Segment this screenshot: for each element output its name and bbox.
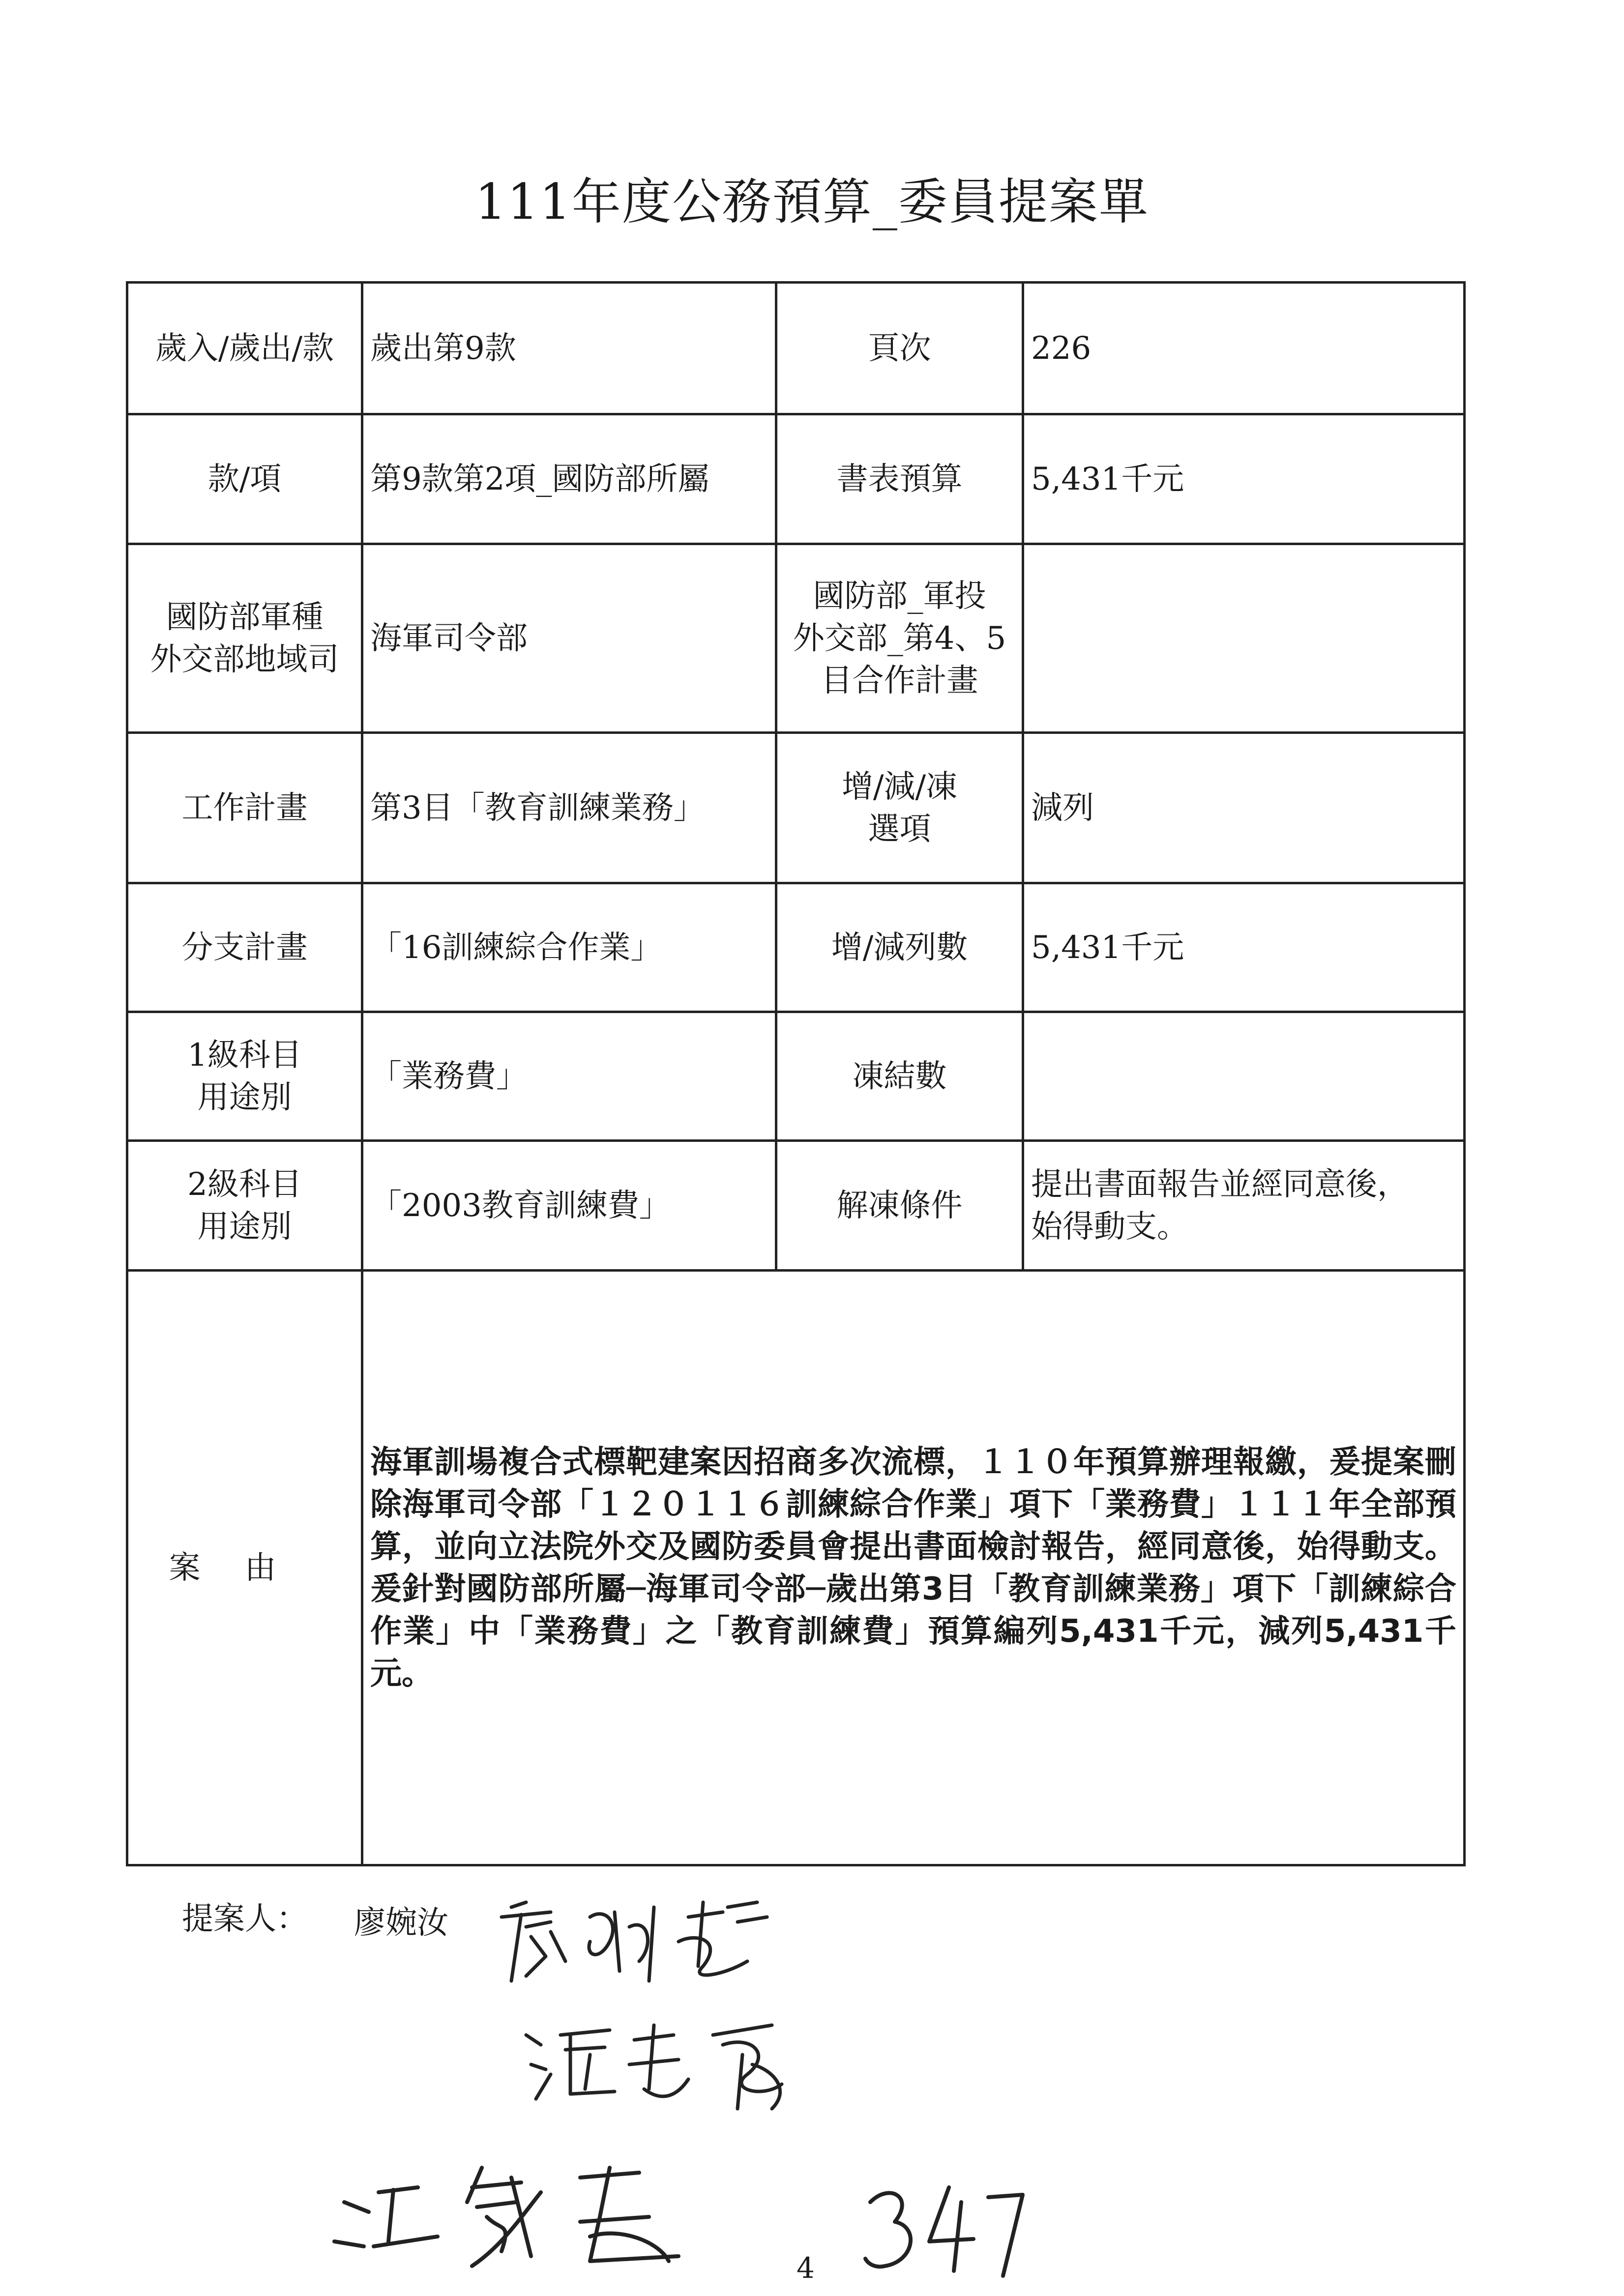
form-row-work-plan <box>127 733 1465 883</box>
value-freeze-amount <box>1023 1012 1465 1141</box>
value-unit: 海軍司令部 <box>362 544 776 733</box>
value-item: 第9款第2項_國防部所屬 <box>362 414 776 544</box>
label-unit-line-1: 國防部軍種 <box>166 599 324 636</box>
form-row-reason <box>127 1271 1465 1865</box>
handwritten-number <box>856 2173 1033 2291</box>
proposal-form-table <box>126 281 1466 1866</box>
form-row-level2 <box>127 1141 1465 1271</box>
signature-3 <box>325 2148 718 2286</box>
label-reason: 案由 <box>127 1271 362 1865</box>
label-level1-line-1: 1級科目 <box>187 1037 302 1074</box>
label-level2-line-1: 2級科目 <box>187 1166 302 1203</box>
label-level2-line-2: 用途別 <box>197 1208 292 1245</box>
label-option-line-1: 增/減/凍 <box>841 768 958 805</box>
label-plan-code-line-3: 目合作計畫 <box>821 662 978 699</box>
document-title: 111年度公務預算_委員提案單 <box>475 173 1149 231</box>
value-budget: 5,431千元 <box>1023 414 1465 544</box>
proposer-label: 提案人： <box>182 1901 308 1937</box>
proposer-name: 廖婉汝 <box>354 1905 448 1941</box>
label-page: 頁次 <box>776 283 1023 414</box>
value-reason: 海軍訓場複合式標靶建案因招商多次流標，１１０年預算辦理報繳，爰提案刪除海軍司令部「１２０１１６訓練綜合作業」項下「業務費」１１１年全部預算，並向立法院外交及國防委員會提出書面檢討報告，經同意後，始得動支。爰針對國防部所屬─海軍司令部─歲出第3目「教育訓練業務」項下「訓練綜合作業」中「業務費」之「教育訓練費」預算編列5,431千元，減列5,431千元。 <box>362 1271 1465 1865</box>
label-plan-code <box>776 544 1023 733</box>
label-category: 歲入/歲出/款 <box>127 283 362 414</box>
form-row-category <box>127 283 1465 414</box>
label-unfreeze-condition: 解凍條件 <box>776 1141 1023 1271</box>
label-change-amount: 增/減列數 <box>776 883 1023 1012</box>
label-level2 <box>127 1141 362 1271</box>
value-branch-plan: 「16訓練綜合作業」 <box>362 883 776 1012</box>
label-budget: 書表預算 <box>776 414 1023 544</box>
form-row-level1 <box>127 1012 1465 1141</box>
value-unfreeze-line-2: 始得動支。 <box>1031 1208 1188 1245</box>
label-unit-line-2: 外交部地域司 <box>150 641 339 678</box>
value-category: 歲出第9款 <box>362 283 776 414</box>
label-plan-code-line-2: 外交部_第4、5 <box>793 620 1006 657</box>
value-change-amount: 5,431千元 <box>1023 883 1465 1012</box>
value-level1: 「業務費」 <box>362 1012 776 1141</box>
value-plan-code <box>1023 544 1465 733</box>
label-option-line-2: 選項 <box>868 811 931 847</box>
label-branch-plan: 分支計畫 <box>127 883 362 1012</box>
value-unfreeze-condition <box>1023 1141 1465 1271</box>
value-option: 減列 <box>1023 733 1465 883</box>
page-number: 4 <box>797 2251 815 2285</box>
form-row-item <box>127 414 1465 544</box>
form-row-unit <box>127 544 1465 733</box>
form-row-branch-plan <box>127 883 1465 1012</box>
label-option <box>776 733 1023 883</box>
label-freeze-amount: 凍結數 <box>776 1012 1023 1141</box>
label-plan-code-line-1: 國防部_軍投 <box>813 578 986 614</box>
label-work-plan: 工作計畫 <box>127 733 362 883</box>
signature-2 <box>516 2005 811 2119</box>
signature-1 <box>492 1888 806 1991</box>
value-page: 226 <box>1023 283 1465 414</box>
value-unfreeze-line-1: 提出書面報告並經同意後， <box>1031 1166 1409 1203</box>
value-work-plan: 第3目「教育訓練業務」 <box>362 733 776 883</box>
label-level1 <box>127 1012 362 1141</box>
value-level2: 「2003教育訓練費」 <box>362 1141 776 1271</box>
label-unit <box>127 544 362 733</box>
label-level1-line-2: 用途別 <box>197 1079 292 1116</box>
label-item: 款/項 <box>127 414 362 544</box>
